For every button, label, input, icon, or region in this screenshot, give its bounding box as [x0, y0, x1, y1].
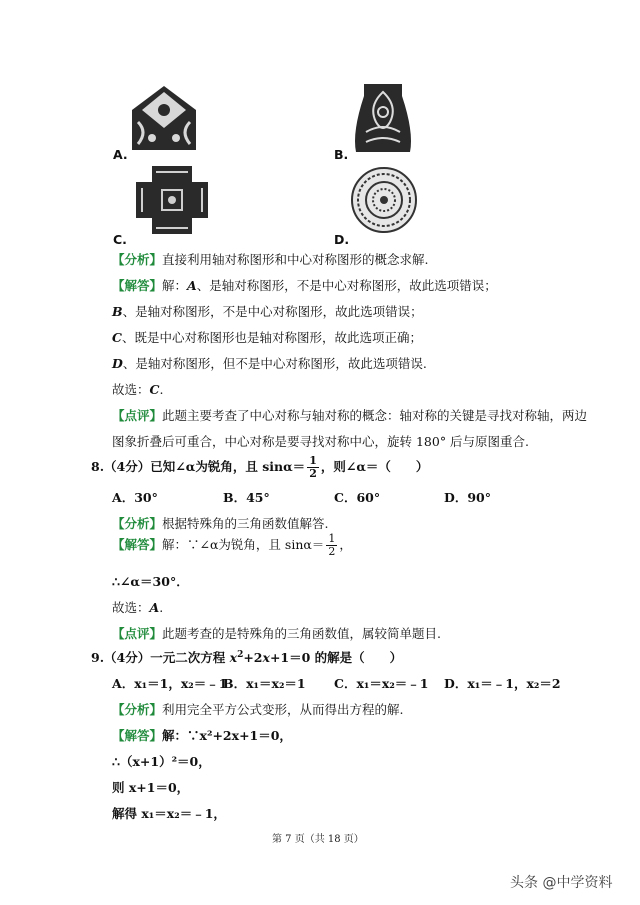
- q9-option-a: A．x₁＝1，x₂＝﹣1: [112, 676, 228, 691]
- q7-answer-line4: D、是轴对称图形，但不是中心对称图形，故此选项错误.: [112, 356, 427, 371]
- q8-therefore: ∴∠α＝30°．: [112, 574, 189, 589]
- analysis-tag: 【分析】: [112, 702, 163, 717]
- answer-tag: 【解答】: [112, 278, 163, 293]
- figure-c-image: [136, 166, 208, 234]
- answer-tag: 【解答】: [112, 537, 163, 552]
- q7-answer-line3: C、既是中心对称图形也是轴对称图形，故此选项正确；: [112, 330, 422, 345]
- q9-step3: 解得 x₁＝x₂＝﹣1，: [112, 806, 226, 821]
- q9-option-b: B．x₁＝x₂＝1: [223, 676, 306, 691]
- q8-analysis: 【分析】根据特殊角的三角函数值解答.: [112, 516, 329, 531]
- q8-answer-fraction: $\frac{1}{2}$: [328, 532, 336, 558]
- q8-option-a: A．30°: [112, 490, 158, 505]
- q8-option-d: D．90°: [444, 490, 491, 505]
- q8-choose: 故选：A.: [112, 600, 164, 615]
- q9-step2: 则 x+1＝0，: [112, 780, 190, 795]
- q8-option-c: C．60°: [334, 490, 381, 505]
- q8-fraction: $\frac{1}{2}$: [309, 454, 317, 480]
- q9-step1: ∴（x+1）²＝0，: [112, 754, 211, 769]
- comment-tag: 【点评】: [112, 408, 163, 423]
- figure-b-label: B.: [334, 147, 349, 162]
- q7-analysis: 【分析】直接利用轴对称图形和中心对称图形的概念求解.: [112, 252, 429, 267]
- q7-comment-line1: 【点评】此题主要考查了中心对称与轴对称的概念：轴对称的关键是寻找对称轴，两边: [112, 408, 588, 423]
- q7-comment-line2: 图象折叠后可重合，中心对称是要寻找对称中心，旋转 180° 后与原图重合.: [112, 434, 530, 449]
- watermark: 头条 @中学资料: [510, 875, 613, 891]
- q7-choose: 故选：C.: [112, 382, 164, 397]
- q8-option-b: B．45°: [223, 490, 270, 505]
- figure-a-image: [128, 82, 200, 154]
- comment-tag: 【点评】: [112, 626, 163, 641]
- q8-comment: 【点评】此题考查的是特殊角的三角函数值，属较简单题目.: [112, 626, 441, 641]
- figure-c-label: C.: [113, 232, 127, 247]
- figure-b-image: [350, 82, 416, 154]
- q7-answer-line1: 【解答】解：A、是轴对称图形，不是中心对称图形，故此选项错误；: [112, 278, 497, 293]
- figure-a-label: A.: [113, 147, 128, 162]
- q9-option-c: C．x₁＝x₂＝﹣1: [334, 676, 429, 691]
- q8-stem: 8.（4分）已知∠α为锐角，且 sinα＝ $\frac{1}{2}$ ，则∠α＝（ ）: [91, 454, 429, 480]
- figure-d-label: D.: [334, 232, 350, 247]
- analysis-tag: 【分析】: [112, 516, 163, 531]
- q9-stem: 9.（4分）一元二次方程 $x^2+2x+1=0$ 的解是（ ）: [91, 649, 403, 665]
- answer-tag: 【解答】: [112, 728, 163, 743]
- analysis-tag: 【分析】: [112, 252, 163, 267]
- figure-d-image: [350, 166, 418, 234]
- q8-answer: 【解答】解：∵∠α为锐角，且 sinα＝ $\frac{1}{2}$ ，: [112, 532, 352, 558]
- q9-analysis: 【分析】利用完全平方公式变形，从而得出方程的解.: [112, 702, 404, 717]
- page-footer: 第 7 页（共 18 页）: [272, 834, 364, 845]
- q9-option-d: D．x₁＝﹣1，x₂＝2: [444, 676, 561, 691]
- q9-answer: 【解答】解：∵x²+2x+1＝0，: [112, 728, 292, 743]
- q7-answer-line2: B、是轴对称图形，不是中心对称图形，故此选项错误；: [112, 304, 423, 319]
